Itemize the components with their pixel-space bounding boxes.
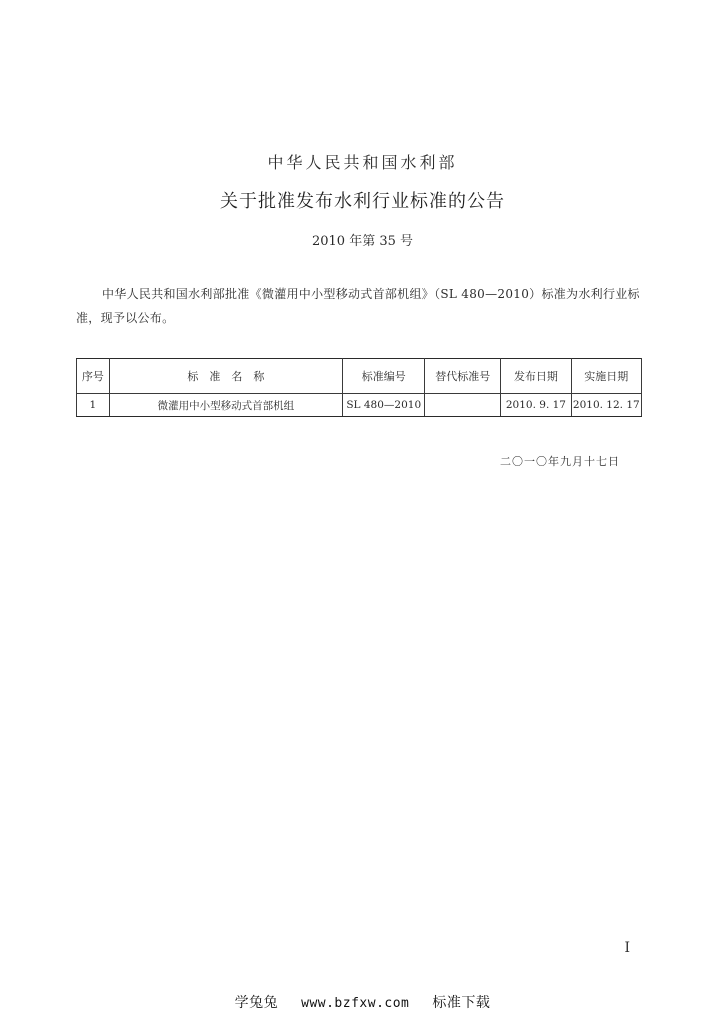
header-code: 标准编号 — [343, 359, 425, 394]
footer-url-link[interactable]: www.bzfxw.com — [301, 996, 410, 1011]
announcement-number: 2010 年第 35 号 — [311, 234, 414, 249]
header-replaced: 替代标准号 — [425, 359, 501, 394]
standards-table — [76, 358, 642, 417]
table-row — [77, 394, 642, 417]
announcement-title: 关于批准发布水利行业标准的公告 — [220, 191, 505, 212]
header-impl-date: 实施日期 — [571, 359, 641, 394]
footer-watermark — [0, 992, 725, 1012]
cell-code: SL 480—2010 — [343, 394, 425, 417]
header-name: 标 准 名 称 — [109, 359, 343, 394]
cell-seq: 1 — [77, 394, 110, 417]
footer-site-name: 学兔兔 — [234, 995, 279, 1011]
page-number: I — [624, 940, 630, 956]
header-seq: 序号 — [77, 359, 110, 394]
issuer-heading: 中华人民共和国水利部 — [267, 153, 458, 172]
announcement-body: 中华人民共和国水利部批准《微灌用中小型移动式首部机组》（SL 480—2010）标准为水利行业标准，现予以公布。 — [76, 287, 640, 325]
cell-impl-date: 2010. 12. 17 — [571, 394, 641, 417]
footer-tagline: 标准下载 — [432, 995, 491, 1011]
cell-name: 微灌用中小型移动式首部机组 — [109, 394, 343, 417]
cell-issue-date: 2010. 9. 17 — [501, 394, 571, 417]
header-issue-date: 发布日期 — [501, 359, 571, 394]
cell-replaced — [425, 394, 501, 417]
signature-date: 二〇一〇年九月十七日 — [500, 455, 620, 468]
table-header-row — [77, 359, 642, 394]
